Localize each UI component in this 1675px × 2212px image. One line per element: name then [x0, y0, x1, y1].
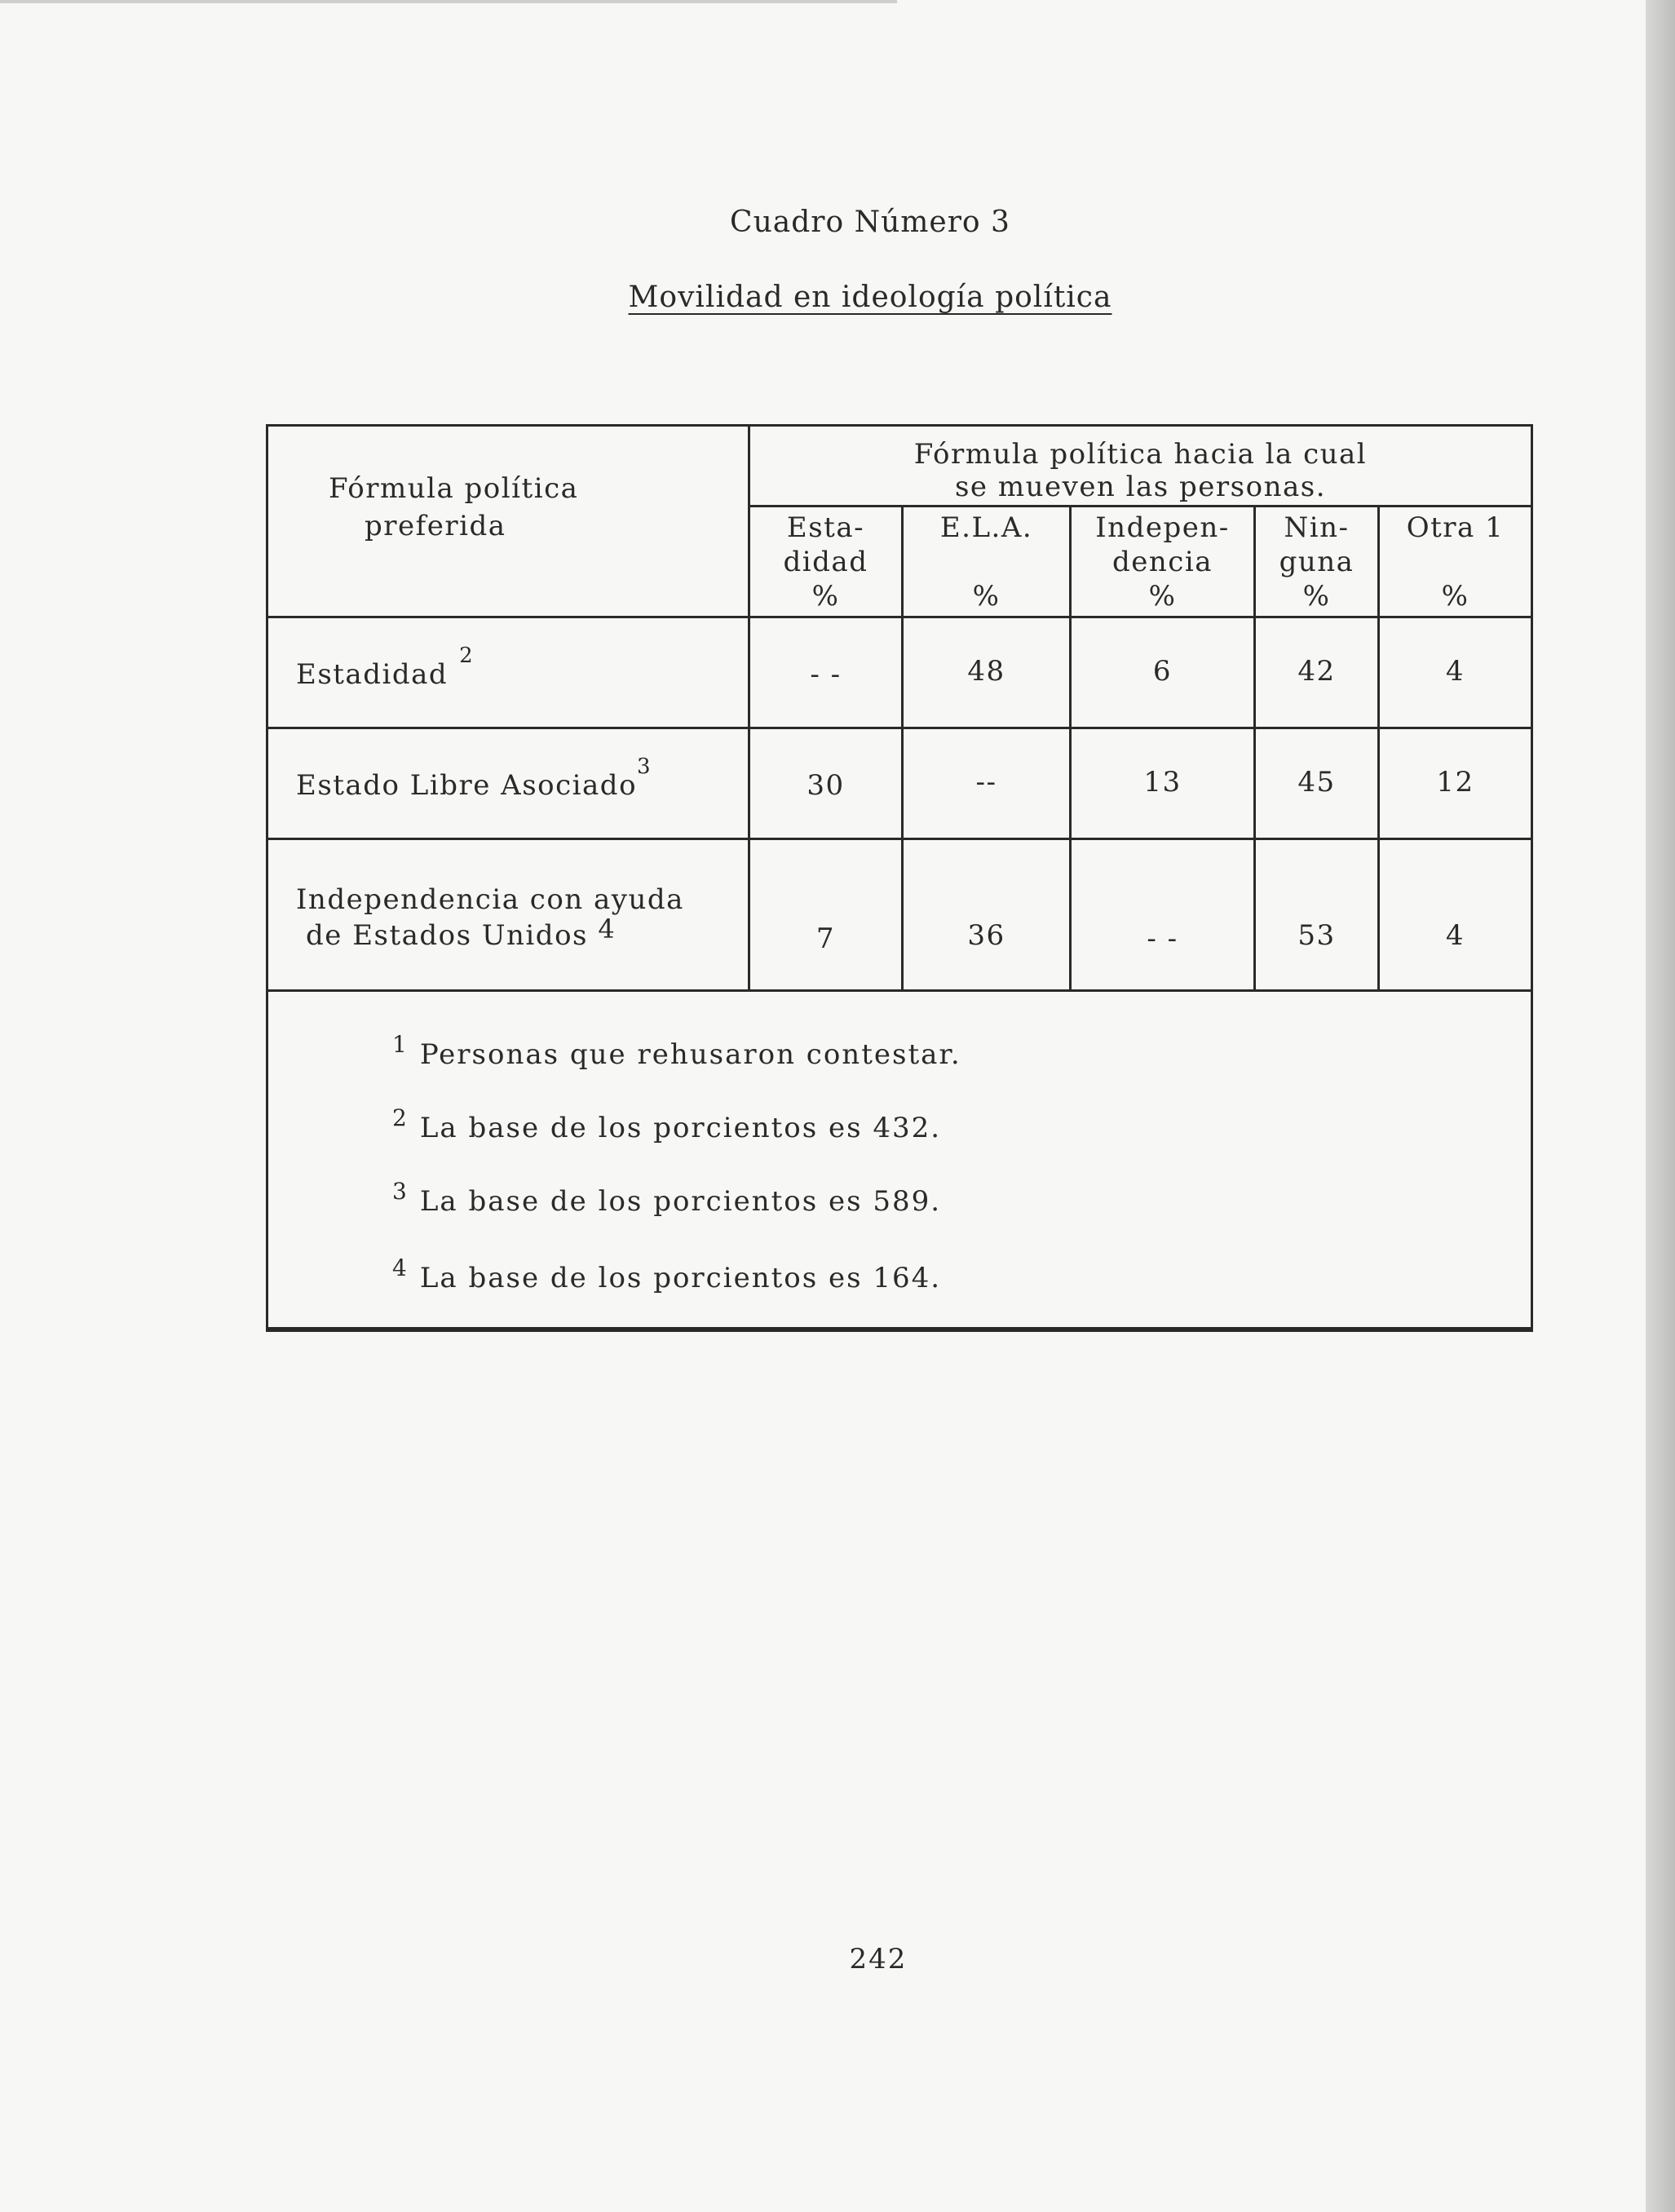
footnote-3-number: 3 — [392, 1178, 409, 1205]
col-header-ninguna-2: guna — [1279, 546, 1355, 578]
footnote-3 — [392, 1178, 942, 1218]
row-label-estadidad-text: Estadidad — [296, 658, 449, 691]
data-table — [266, 424, 1533, 1329]
table-bottom-rule — [266, 1329, 1533, 1332]
row-label-estadidad — [296, 644, 475, 691]
cell-r3-c3: - - — [1147, 922, 1178, 955]
cell-r3-c1: 7 — [815, 922, 836, 955]
col-divider-4 — [1377, 505, 1380, 989]
footnote-4-text: La base de los porcientos es 164. — [419, 1262, 942, 1294]
table-title: Cuadro Número 3 — [730, 206, 1010, 239]
footnote-4 — [392, 1254, 942, 1294]
table-subtitle — [0, 281, 1675, 314]
row-footnote-estadidad: 2 — [459, 644, 475, 668]
col-header-independencia-2: dencia — [1112, 546, 1213, 578]
cell-r2-c3: 13 — [1143, 766, 1182, 799]
footnote-2-number: 2 — [392, 1104, 409, 1131]
row-label-ela — [296, 754, 652, 802]
cell-r3-c2: 36 — [967, 919, 1005, 952]
group-header-rule — [748, 505, 1531, 507]
col-divider-1 — [901, 505, 904, 989]
cell-r1-c1: - - — [810, 658, 842, 691]
footnote-1-text: Personas que rehusaron contestar. — [419, 1038, 961, 1071]
cell-r2-c5: 12 — [1436, 766, 1474, 799]
table-body-bottom-rule — [268, 989, 1531, 992]
page-number: 242 — [849, 1943, 908, 1975]
footnote-1 — [392, 1031, 961, 1071]
cell-r3-c4: 53 — [1297, 919, 1336, 952]
page-top-edge — [0, 0, 897, 3]
col-header-otra-footnote: 1 — [1485, 511, 1505, 544]
cell-r2-c2: -- — [975, 766, 997, 799]
row-label-independencia-2-text: de Estados Unidos — [306, 919, 588, 952]
col-header-otra — [1380, 511, 1531, 544]
row-footnote-ela: 3 — [637, 754, 652, 779]
col-unit-ninguna: % — [1302, 580, 1331, 613]
col-unit-estadidad: % — [811, 580, 840, 613]
row-header-label-1: Fórmula política — [329, 472, 579, 505]
cell-r1-c3: 6 — [1152, 655, 1173, 688]
col-header-ninguna-1: Nin- — [1284, 511, 1350, 544]
cell-r1-c5: 4 — [1445, 655, 1465, 688]
footnote-2 — [392, 1104, 942, 1144]
cell-r3-c5: 4 — [1445, 919, 1465, 952]
row-1-rule — [268, 727, 1531, 729]
table-subtitle-text: Movilidad en ideología política — [628, 281, 1112, 314]
footnote-1-number: 1 — [392, 1031, 409, 1058]
group-header-1: Fórmula política hacia la cual — [913, 438, 1368, 471]
header-bottom-rule — [268, 616, 1531, 618]
cell-r2-c1: 30 — [807, 769, 845, 802]
col-unit-ela: % — [972, 580, 1001, 613]
col-header-otra-label: Otra — [1406, 511, 1475, 544]
col-unit-otra: % — [1441, 580, 1469, 613]
col-unit-independencia: % — [1148, 580, 1177, 613]
page-right-shadow — [1646, 0, 1675, 2212]
cell-r1-c2: 48 — [967, 655, 1005, 688]
cell-r1-c4: 42 — [1297, 655, 1336, 688]
row-label-independencia-2 — [306, 914, 617, 952]
col-header-estadidad-1: Esta- — [786, 511, 865, 544]
col-header-estadidad-2: didad — [783, 546, 868, 578]
group-header-2: se mueven las personas. — [954, 471, 1327, 503]
row-footnote-independencia: 4 — [598, 914, 617, 945]
footnote-3-text: La base de los porcientos es 589. — [419, 1185, 942, 1218]
row-2-rule — [268, 838, 1531, 840]
row-header-label-2: preferida — [365, 510, 506, 542]
col-header-ela: E.L.A. — [939, 511, 1033, 544]
cell-r2-c4: 45 — [1297, 766, 1336, 799]
col-header-independencia-1: Indepen- — [1095, 511, 1230, 544]
row-label-independencia-1: Independencia con ayuda — [296, 883, 684, 916]
footnote-4-number: 4 — [392, 1254, 409, 1281]
footnote-2-text: La base de los porcientos es 432. — [419, 1112, 942, 1144]
row-label-ela-text: Estado Libre Asociado — [296, 769, 638, 802]
